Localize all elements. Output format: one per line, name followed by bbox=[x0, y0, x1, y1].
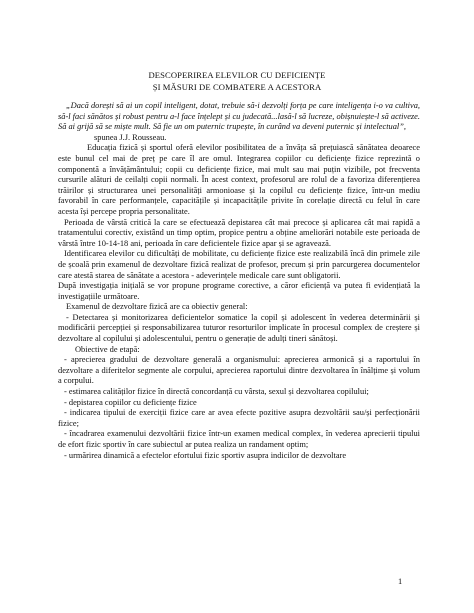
list-item: - estimarea calităților fizice în directă concordanță cu vârsta, sexul și dezvoltarea copilului; bbox=[64, 387, 369, 397]
paragraph-exam-objective: Examenul de dezvoltare fizică are ca obiectiv general: bbox=[66, 302, 248, 312]
quote-author: spunea J.J. Rousseau. bbox=[94, 132, 167, 142]
document-body bbox=[58, 101, 420, 461]
rousseau-quote: „Dacă dorești să ai un copil inteligent, dotat, trebuie să-i dezvolți forța pe care inteligența i-o va cultiva, să-l faci sănătos și robust pentru a-l face înțelept și cu judecată...lasă-l să lucreze, obișnuiește-l să activeze. Să ai grijă să se miște mult. Să fie un om puternic trupește, în curând va deveni puternic și intelectual”, bbox=[58, 101, 420, 132]
stage-objectives-list bbox=[58, 355, 420, 461]
list-item: - urmărirea dinamică a efectelor efortului fizic sportiv asupra indicilor de dezvoltare bbox=[64, 450, 347, 460]
paragraph-intro: Educația fizică și sportul oferă elevilor posibilitatea de a învăța să prețuiască sănătatea deoarece este bunul cel mai de preț pe care îl are omul. Integrarea copiilor cu deficiențe fizice reprezintă o componentă a învățământului; copii cu deficiențe fizice, mai mult sau mai puțin vizibile, pot frecventa cursurile alături de ceilalți copii normali. În acest context, profesorul are rolul de a favoriza diferențierea trăirilor și structurarea unei personalități armonioase și la copilul cu deficiențe fizice, într-un mediu favorabil în care performanțele, capacitățile și incapacitățile privite în corelație directă cu felul în care acesta își percepe propria personalitate. bbox=[58, 143, 420, 216]
document-title bbox=[60, 70, 414, 93]
list-item: - aprecierea gradului de dezvoltare generală a organismului: aprecierea armonică și a raportului în dezvoltare a diferitelor segmente ale corpului, aprecierea raportului dintre dezvoltarea în înălțime și volum a corpului. bbox=[58, 355, 420, 386]
general-objective: - Detectarea și monitorizarea deficientelor somatice la copil și adolescent în vederea determinării și modificării percepției și responsabilizarea tuturor resorturilor implicate în procesul complex de creștere și dezvoltare al copilului și adolescentului, pentru o generație de adulți tineri sănătoși. bbox=[58, 312, 420, 344]
paragraph-critical-age: Perioada de vârstă critică la care se efectuează depistarea cât mai precoce și aplicarea cât mai rapidă a tratamentului corectiv, existând un timp optim, propice pentru a obține ameliorări notabile este perioada de vârstă între 10-14-18 ani, perioada în care deficientele fizice apar și se agravează. bbox=[58, 217, 420, 248]
title-line-2: ȘI MĂSURI DE COMBATERE A ACESTORA bbox=[152, 81, 322, 92]
title-line-1: DESCOPERIREA ELEVILOR CU DEFICIENȚE bbox=[148, 70, 326, 80]
paragraph-programs: După investigația inițială se vor propune programe corective, a căror eficiență va putea fi evidențiată la investigațiile următoare. bbox=[58, 281, 420, 301]
paragraph-identification: Identificarea elevilor cu dificultăți de mobilitate, cu deficiențe fizice este realizabilă încă din primele zile de școală prin examenul de dezvoltare fizică realizat de profesor, precum și prin parcurgerea documentelor care atestă starea de sănătate a acestora - adeverințele medicale care sunt obligatorii. bbox=[58, 249, 420, 280]
page-number: 1 bbox=[398, 577, 403, 586]
stage-objectives-label: Obiective de etapă: bbox=[75, 344, 140, 354]
list-item: - indicarea tipului de exerciții fizice care ar avea efecte pozitive asupra dezvoltării sau/și perfecționării fizice; bbox=[58, 408, 420, 428]
list-item: - depistarea copiilor cu deficiențe fizice bbox=[64, 397, 197, 407]
list-item: - încadrarea examenului dezvoltării fizice într-un examen medical complex, în vederea aprecierii tipului de efort fizic sportiv în care subiectul ar putea realiza un randament optim; bbox=[58, 429, 420, 449]
